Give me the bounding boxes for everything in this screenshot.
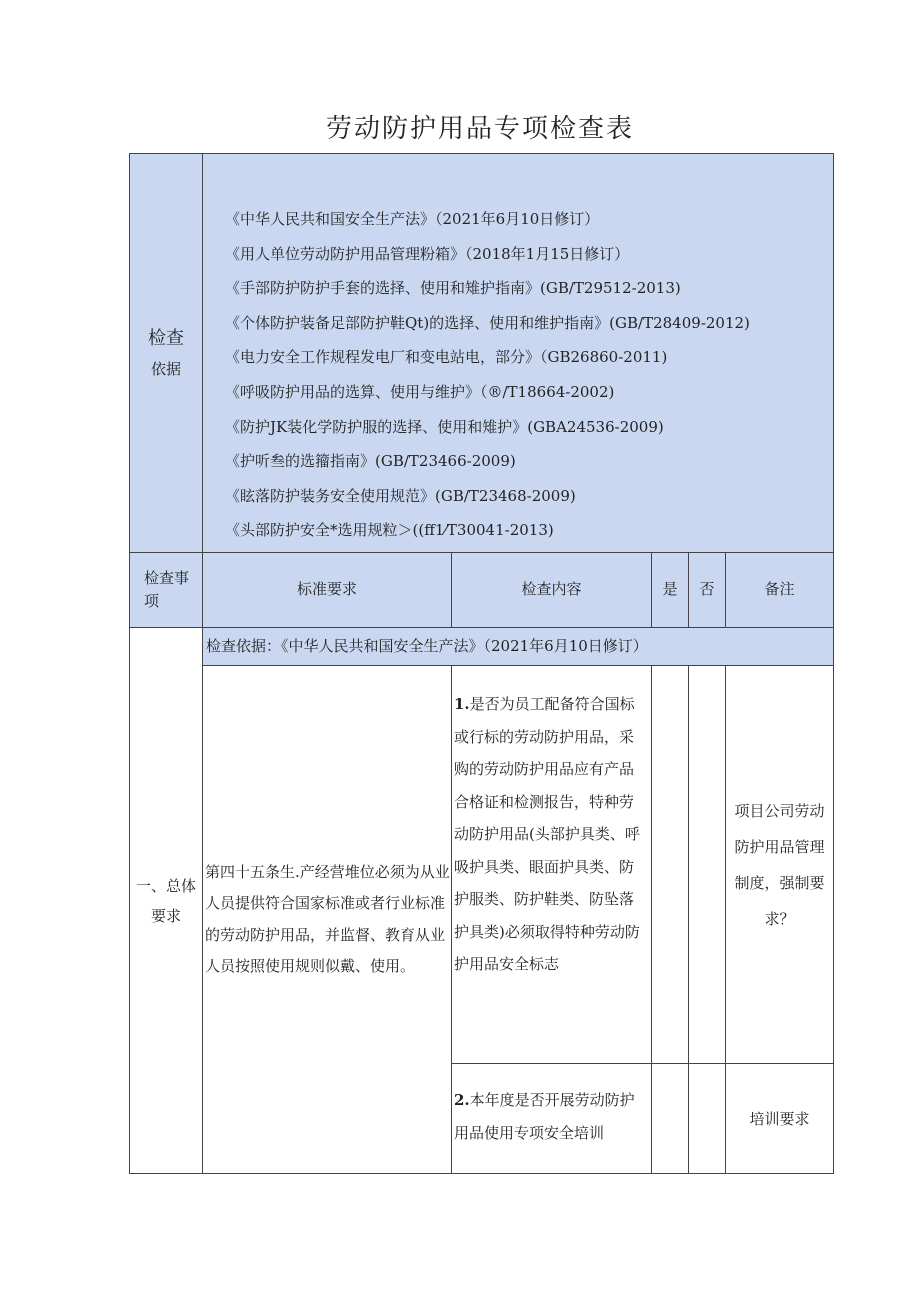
- basis-item: 《呼吸防护用品的选算、使用与维护》（®/T18664-2002): [225, 382, 615, 401]
- row-number: 2.: [454, 1091, 470, 1109]
- basis-item: 《护听叁的选籀指南》(GB/T23466-2009): [225, 452, 516, 471]
- basis-list: [203, 154, 834, 553]
- header-no: 否: [689, 553, 726, 628]
- basis-item: 《防护JK装化学防护服的选择、使用和雉护》(GBA24536-2009): [225, 417, 664, 436]
- basis-item: 《用人单位劳动防护用品管理粉箱》（2018年1月15日修订）: [225, 244, 630, 263]
- table-row: [130, 666, 834, 1064]
- yes-check-cell[interactable]: [652, 1064, 689, 1174]
- basis-label-cell: [130, 154, 203, 553]
- row-number: 1.: [454, 695, 470, 713]
- header-item: 检查事项: [130, 553, 203, 628]
- yes-check-cell[interactable]: [652, 666, 689, 1064]
- page-title: 劳动防护用品专项检查表: [325, 114, 634, 144]
- header-standard: 标准要求: [203, 553, 452, 628]
- basis-item: 《头部防护安全*选用规粒＞((ff1⁄T30041-2013): [225, 521, 554, 540]
- basis-label-sub: 依据: [150, 359, 181, 378]
- basis-item: 《眩落防护装务安全使用规范》(GB/T23468-2009): [225, 486, 576, 505]
- note-cell: 项目公司劳动防护用品管理制度，强制要求？: [726, 666, 834, 1064]
- content-cell: [452, 666, 652, 1064]
- content-text: 是否为员工配备符合国标或行标的劳动防护用品，采购的劳动防护用品应有产品合格证和检测报告，特种劳动防护用品(头部护具类、呼吸护具类、眼面护具类、防护服类、防护鞋类、防坠落护具类)必须取得特种劳动防护用品安全标志: [454, 695, 640, 974]
- no-check-cell[interactable]: [689, 1064, 726, 1174]
- table-header-row: [130, 553, 834, 628]
- basis-item: 《中华人民共和国安全生产法》（2021年6月10日修订）: [225, 210, 600, 228]
- content-text: 本年度是否开展劳动防护用品使用专项安全培训: [454, 1091, 635, 1142]
- content-cell: [452, 1064, 652, 1174]
- note-cell: 培训要求: [726, 1064, 834, 1174]
- basis-item: 《电力安全工作规程发电厂和变电站电，部分》（GB26860-2011): [225, 348, 668, 367]
- standard-cell: 第四十五条生.产经营堆位必须为从业人员提供符合国家标准或者行业标准的劳动防护用品，并监督、教育从业人员按照使用规则似戴、使用。: [203, 666, 452, 1174]
- basis-row: [130, 154, 834, 553]
- header-content: 检查内容: [452, 553, 652, 628]
- basis-item: 《手部防护防护手套的选择、使用和雉护指南》(GB/T29512-2013): [225, 279, 681, 298]
- item-cell-general: [130, 628, 203, 1174]
- header-yes: 是: [652, 553, 689, 628]
- item-label-line1: 一、总体: [135, 876, 196, 895]
- no-check-cell[interactable]: [689, 666, 726, 1064]
- header-note: 备注: [726, 553, 834, 628]
- basis-label-main: 检查: [148, 327, 184, 349]
- basis-item: 《个体防护装备足部防护鞋Qt)的选择、使用和维护指南》(GB/T28409-2012): [225, 313, 750, 332]
- inspection-table: [129, 153, 834, 1174]
- item-label-line2: 要求: [150, 906, 181, 925]
- sub-basis-row: [130, 628, 834, 666]
- sub-basis-cell: 检查依据：《中华人民共和国安全生产法》（2021年6月10日修订）: [203, 628, 834, 666]
